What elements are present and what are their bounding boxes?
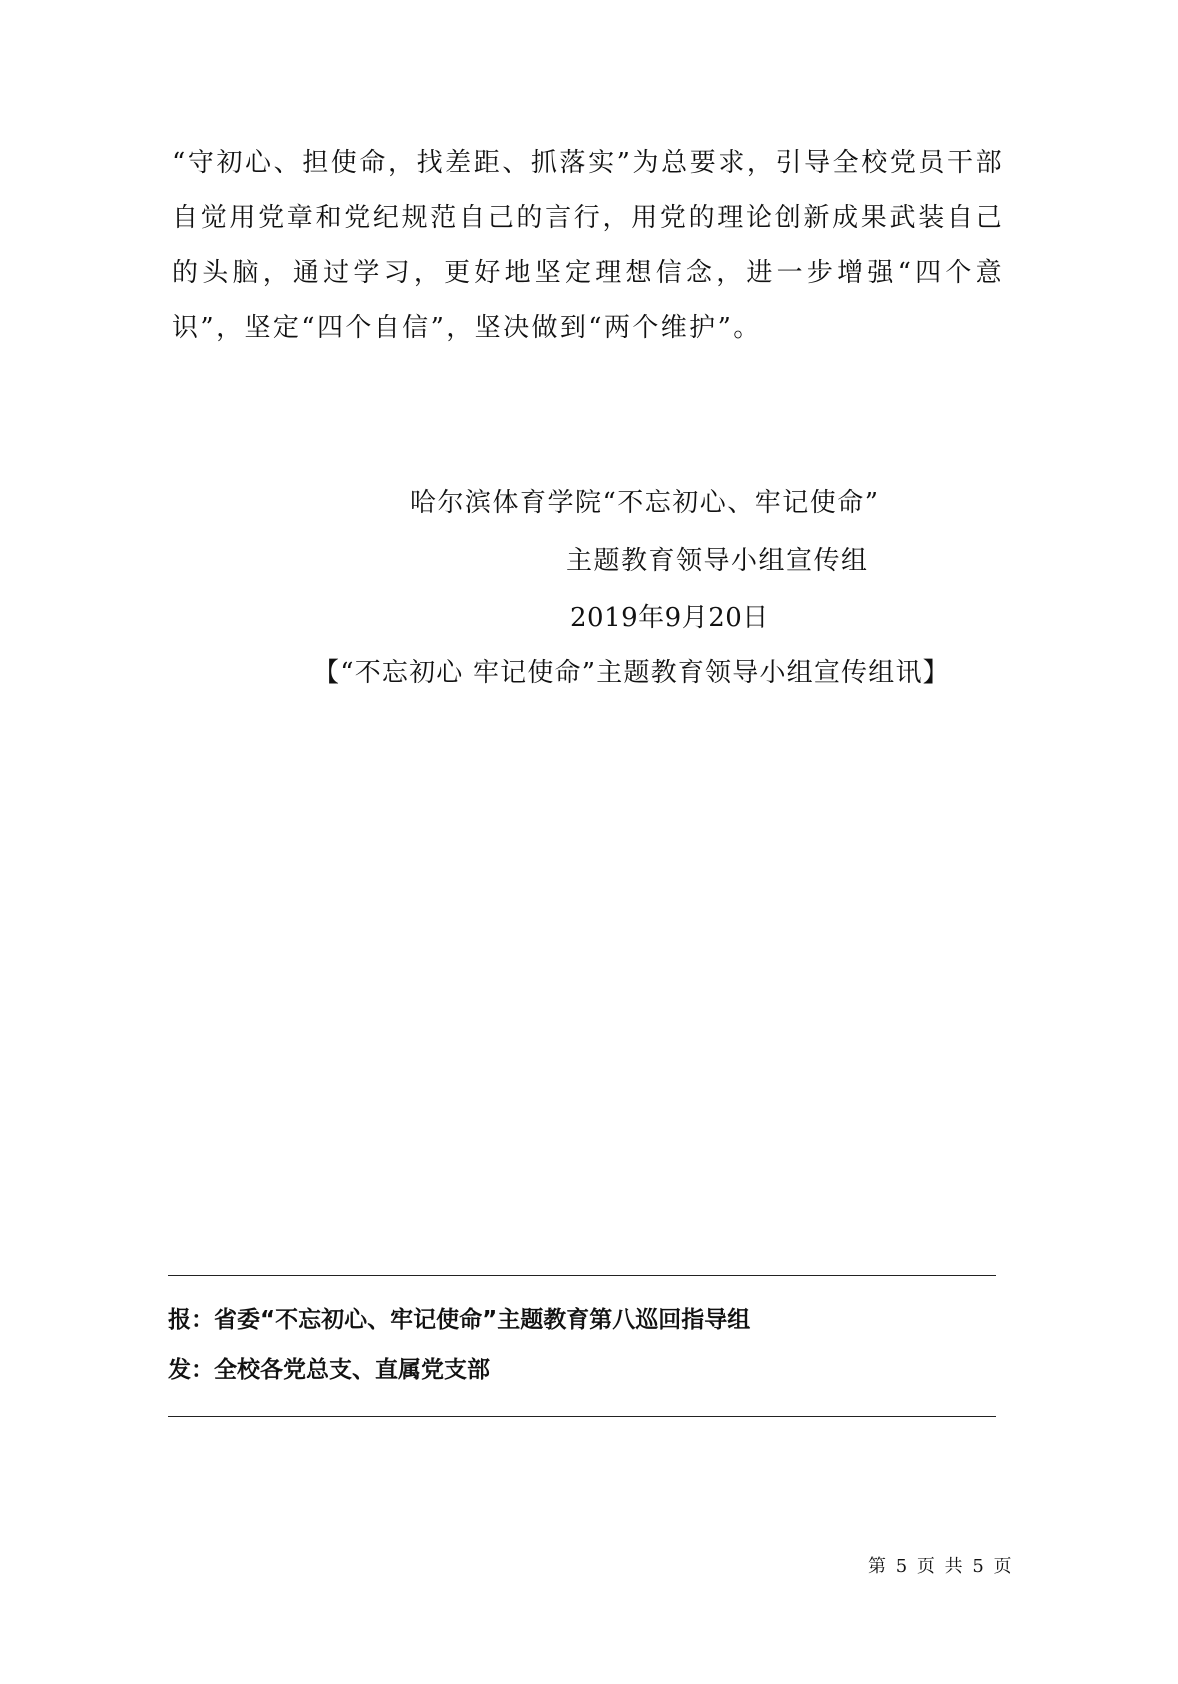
divider-bottom [168,1416,996,1417]
signature-source: 【“不忘初心 牢记使命”主题教育领导小组宣传组讯】 [313,658,950,688]
body-paragraph: “守初心、担使命，找差距、抓落实”为总要求，引导全校党员干部自觉用党章和党纪规范自己的言行，用党的理论创新成果武装自己的头脑，通过学习，更好地坚定理想信念，进一步增强“四个意识”，坚定“四个自信”，坚决做到“两个维护”。 [172,148,1004,343]
send-to-line: 发：全校各党总支、直属党支部 [168,1357,490,1383]
signature-group: 主题教育领导小组宣传组 [566,546,869,576]
divider-top [168,1275,996,1276]
signature-organization: 哈尔滨体育学院“不忘初心、牢记使命” [410,488,880,518]
page-number: 第 5 页 共 5 页 [868,1556,1014,1577]
signature-date: 2019年9月20日 [570,603,769,633]
report-to-line: 报：省委“不忘初心、牢记使命”主题教育第八巡回指导组 [168,1307,751,1333]
